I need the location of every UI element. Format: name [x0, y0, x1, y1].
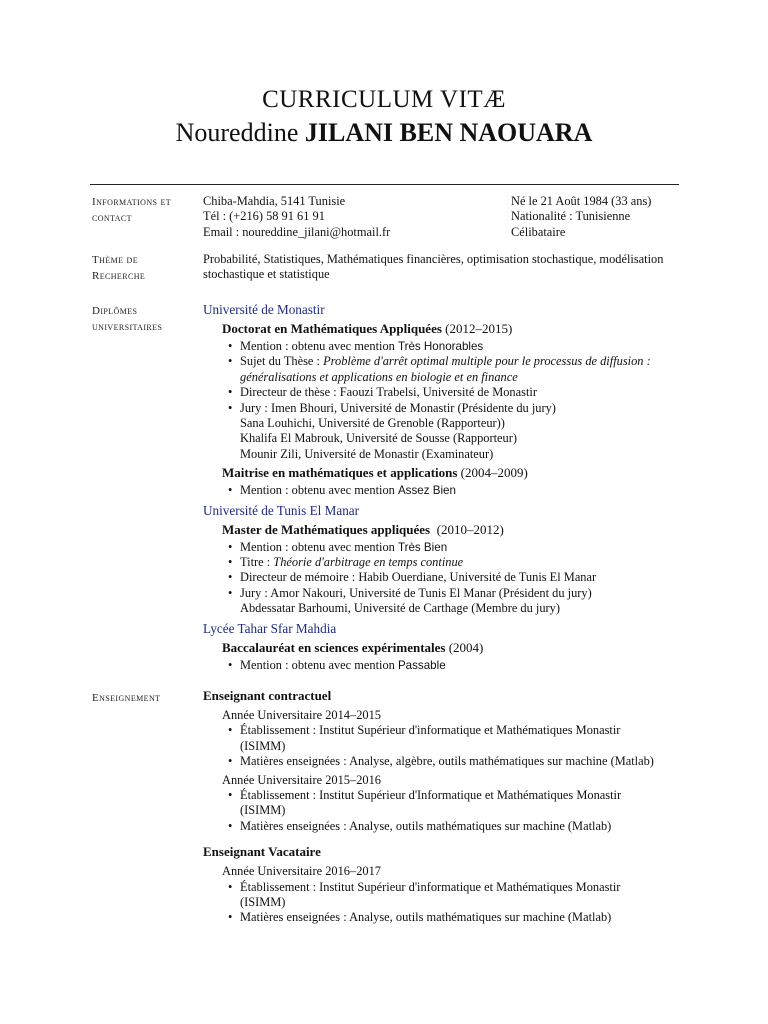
marital-status: Célibataire [511, 224, 566, 239]
etablissement-cont: (ISIMM) [240, 895, 286, 910]
mention-label: Mention : obtenu avec mention [240, 539, 398, 554]
list-item: • Matières enseignées : Analyse, outils mathématiques sur machine (Matlab) [222, 910, 703, 925]
section-label-teaching [92, 690, 198, 706]
mention-label: Mention : obtenu avec mention [240, 339, 398, 353]
degree-title: Baccalauréat en sciences expérimentales [222, 639, 446, 655]
label-line: Enseignement [92, 692, 161, 704]
jury-member: Sana Louhichi, Université de Grenoble (Rapporteur)) [240, 416, 505, 431]
list-item: • Directeur de thèse : Faouzi Trabelsi, Université de Monastir [222, 385, 703, 400]
section-label-research [92, 252, 198, 284]
teaching-title: Enseignant Vacataire [203, 844, 321, 860]
etablissement-cont: (ISIMM) [240, 803, 286, 818]
person-name [0, 118, 768, 148]
email: Email : noureddine_jilani@hotmail.fr [203, 224, 391, 239]
section-label-contact [92, 194, 198, 226]
last-name: JILANI BEN NAOUARA [304, 118, 593, 147]
titre-value: Théorie d'arbitrage en temps continue [273, 555, 464, 570]
list-item [222, 788, 703, 819]
degree-doctorat [222, 321, 703, 339]
section-label-diplomas [92, 303, 198, 335]
titre-label: Titre : [240, 555, 274, 570]
list-item: • Jury : Imen Bhouri, Université de Monastir (Présidente du jury) [222, 401, 703, 416]
list-item: • Directeur de mémoire : Habib Ouerdiane, Université de Tunis El Manar [222, 570, 703, 585]
list-item [222, 880, 703, 911]
jury-member: Mounir Zili, Université de Monastir (Examinateur) [240, 446, 494, 461]
list-item [222, 555, 703, 570]
list-item [222, 483, 703, 498]
etablissement: • Établissement : Institut Supérieur d'informatique et Mathématiques Monastir [240, 723, 621, 738]
sujet-text: Problème d'arrêt optimal multiple pour le processus de diffusion : [323, 354, 651, 369]
degree-years: (2004–2009) [457, 465, 528, 481]
academic-year: Année Universitaire 2016–2017 [222, 864, 381, 879]
list-item: • Matières enseignées : Analyse, outils mathématiques sur machine (Matlab) [222, 819, 703, 834]
research-line: Probabilité, Statistiques, Mathématiques financières, optimisation stochastique, modélisation [203, 252, 664, 266]
master-details [222, 540, 703, 617]
diplomas-content [203, 302, 703, 673]
teaching-vacataire-title [203, 844, 703, 864]
label-line: Diplômes [92, 305, 138, 317]
degree-maitrise [222, 465, 703, 483]
contact-left [203, 194, 503, 240]
research-text [203, 252, 713, 283]
doctorat-details [222, 339, 703, 462]
first-name: Noureddine [175, 118, 299, 147]
label-line: universitaires [92, 321, 163, 333]
year-details [222, 723, 703, 769]
jury-member: Abdessatar Barhoumi, Université de Carthage (Membre du jury) [240, 601, 560, 616]
university-monastir: Université de Monastir [203, 302, 325, 317]
label-line: contact [92, 212, 132, 224]
list-item [222, 354, 703, 385]
mention-value: Passable [397, 658, 446, 672]
maitrise-details [222, 483, 703, 498]
list-item [222, 339, 703, 354]
address: Chiba-Mahdia, 5141 Tunisie [203, 194, 346, 208]
jury-member: Khalifa El Mabrouk, Université de Sousse (Rapporteur) [240, 431, 517, 446]
year-details [222, 880, 703, 926]
research-line: stochastique et statistique [203, 267, 330, 282]
phone: Tél : (+216) 58 91 61 91 [203, 209, 325, 224]
nationality: Nationalité : Tunisienne [511, 209, 631, 224]
document-title: CURRICULUM VITÆ [262, 86, 506, 113]
academic-year: Année Universitaire 2014–2015 [222, 708, 381, 722]
teaching-content [203, 688, 703, 926]
etablissement: • Établissement : Institut Supérieur d'informatique et Mathématiques Monastir [240, 879, 621, 894]
list-item: • Jury : Amor Nakouri, Université de Tunis El Manar (Président du jury) [222, 586, 703, 601]
year-details [222, 788, 703, 834]
list-item: • Matières enseignées : Analyse, algèbre, outils mathématiques sur machine (Matlab) [222, 754, 703, 769]
header-divider [90, 184, 679, 185]
degree-title: Doctorat en Mathématiques Appliquées [222, 321, 442, 336]
vacataire-details [203, 864, 703, 926]
list-item [222, 540, 703, 555]
lycee-degrees [203, 640, 703, 673]
label-line: Informations et [92, 196, 172, 208]
etablissement-cont: (ISIMM) [240, 738, 286, 753]
label-line: Thème de [92, 254, 138, 266]
degree-years: (2004) [445, 639, 484, 655]
contact-right [511, 194, 691, 240]
contractuel-details [203, 708, 703, 834]
etablissement: • Établissement : Institut Supérieur d'Informatique et Mathématiques Monastir [240, 788, 622, 803]
sujet-label: Sujet du Thèse : [240, 354, 324, 369]
mention-label: Mention : obtenu avec mention [240, 657, 398, 672]
degree-title: Maitrise en mathématiques et applications [222, 465, 458, 481]
mention-value: Très Bien [397, 540, 448, 554]
school-lycee: Lycée Tahar Sfar Mahdia [203, 620, 337, 636]
academic-year: Année Universitaire 2015–2016 [222, 772, 381, 787]
bac-details [222, 658, 703, 673]
teaching-title: Enseignant contractuel [203, 688, 332, 703]
mention-value: Assez Bien [397, 484, 456, 498]
teaching-contractuel-title [203, 688, 703, 708]
mention-label: Mention : obtenu avec mention [240, 483, 398, 498]
birth-date: Né le 21 Août 1984 (33 ans) [511, 194, 652, 208]
mention-value: Très Honorables [397, 340, 484, 353]
degree-years: (2012–2015) [441, 321, 513, 336]
monastir-degrees [203, 321, 703, 499]
degree-years: (2010–2012) [430, 521, 504, 537]
label-line: Recherche [92, 270, 146, 282]
list-item [222, 658, 703, 673]
degree-master [222, 522, 703, 540]
tunis-degrees [203, 522, 703, 617]
degree-bac [222, 640, 703, 658]
degree-title: Master de Mathématiques appliquées [222, 521, 431, 537]
sujet-text-cont: généralisations et applications en biologie et en finance [240, 369, 518, 384]
list-item [222, 723, 703, 754]
university-tunis: Université de Tunis El Manar [203, 502, 360, 518]
